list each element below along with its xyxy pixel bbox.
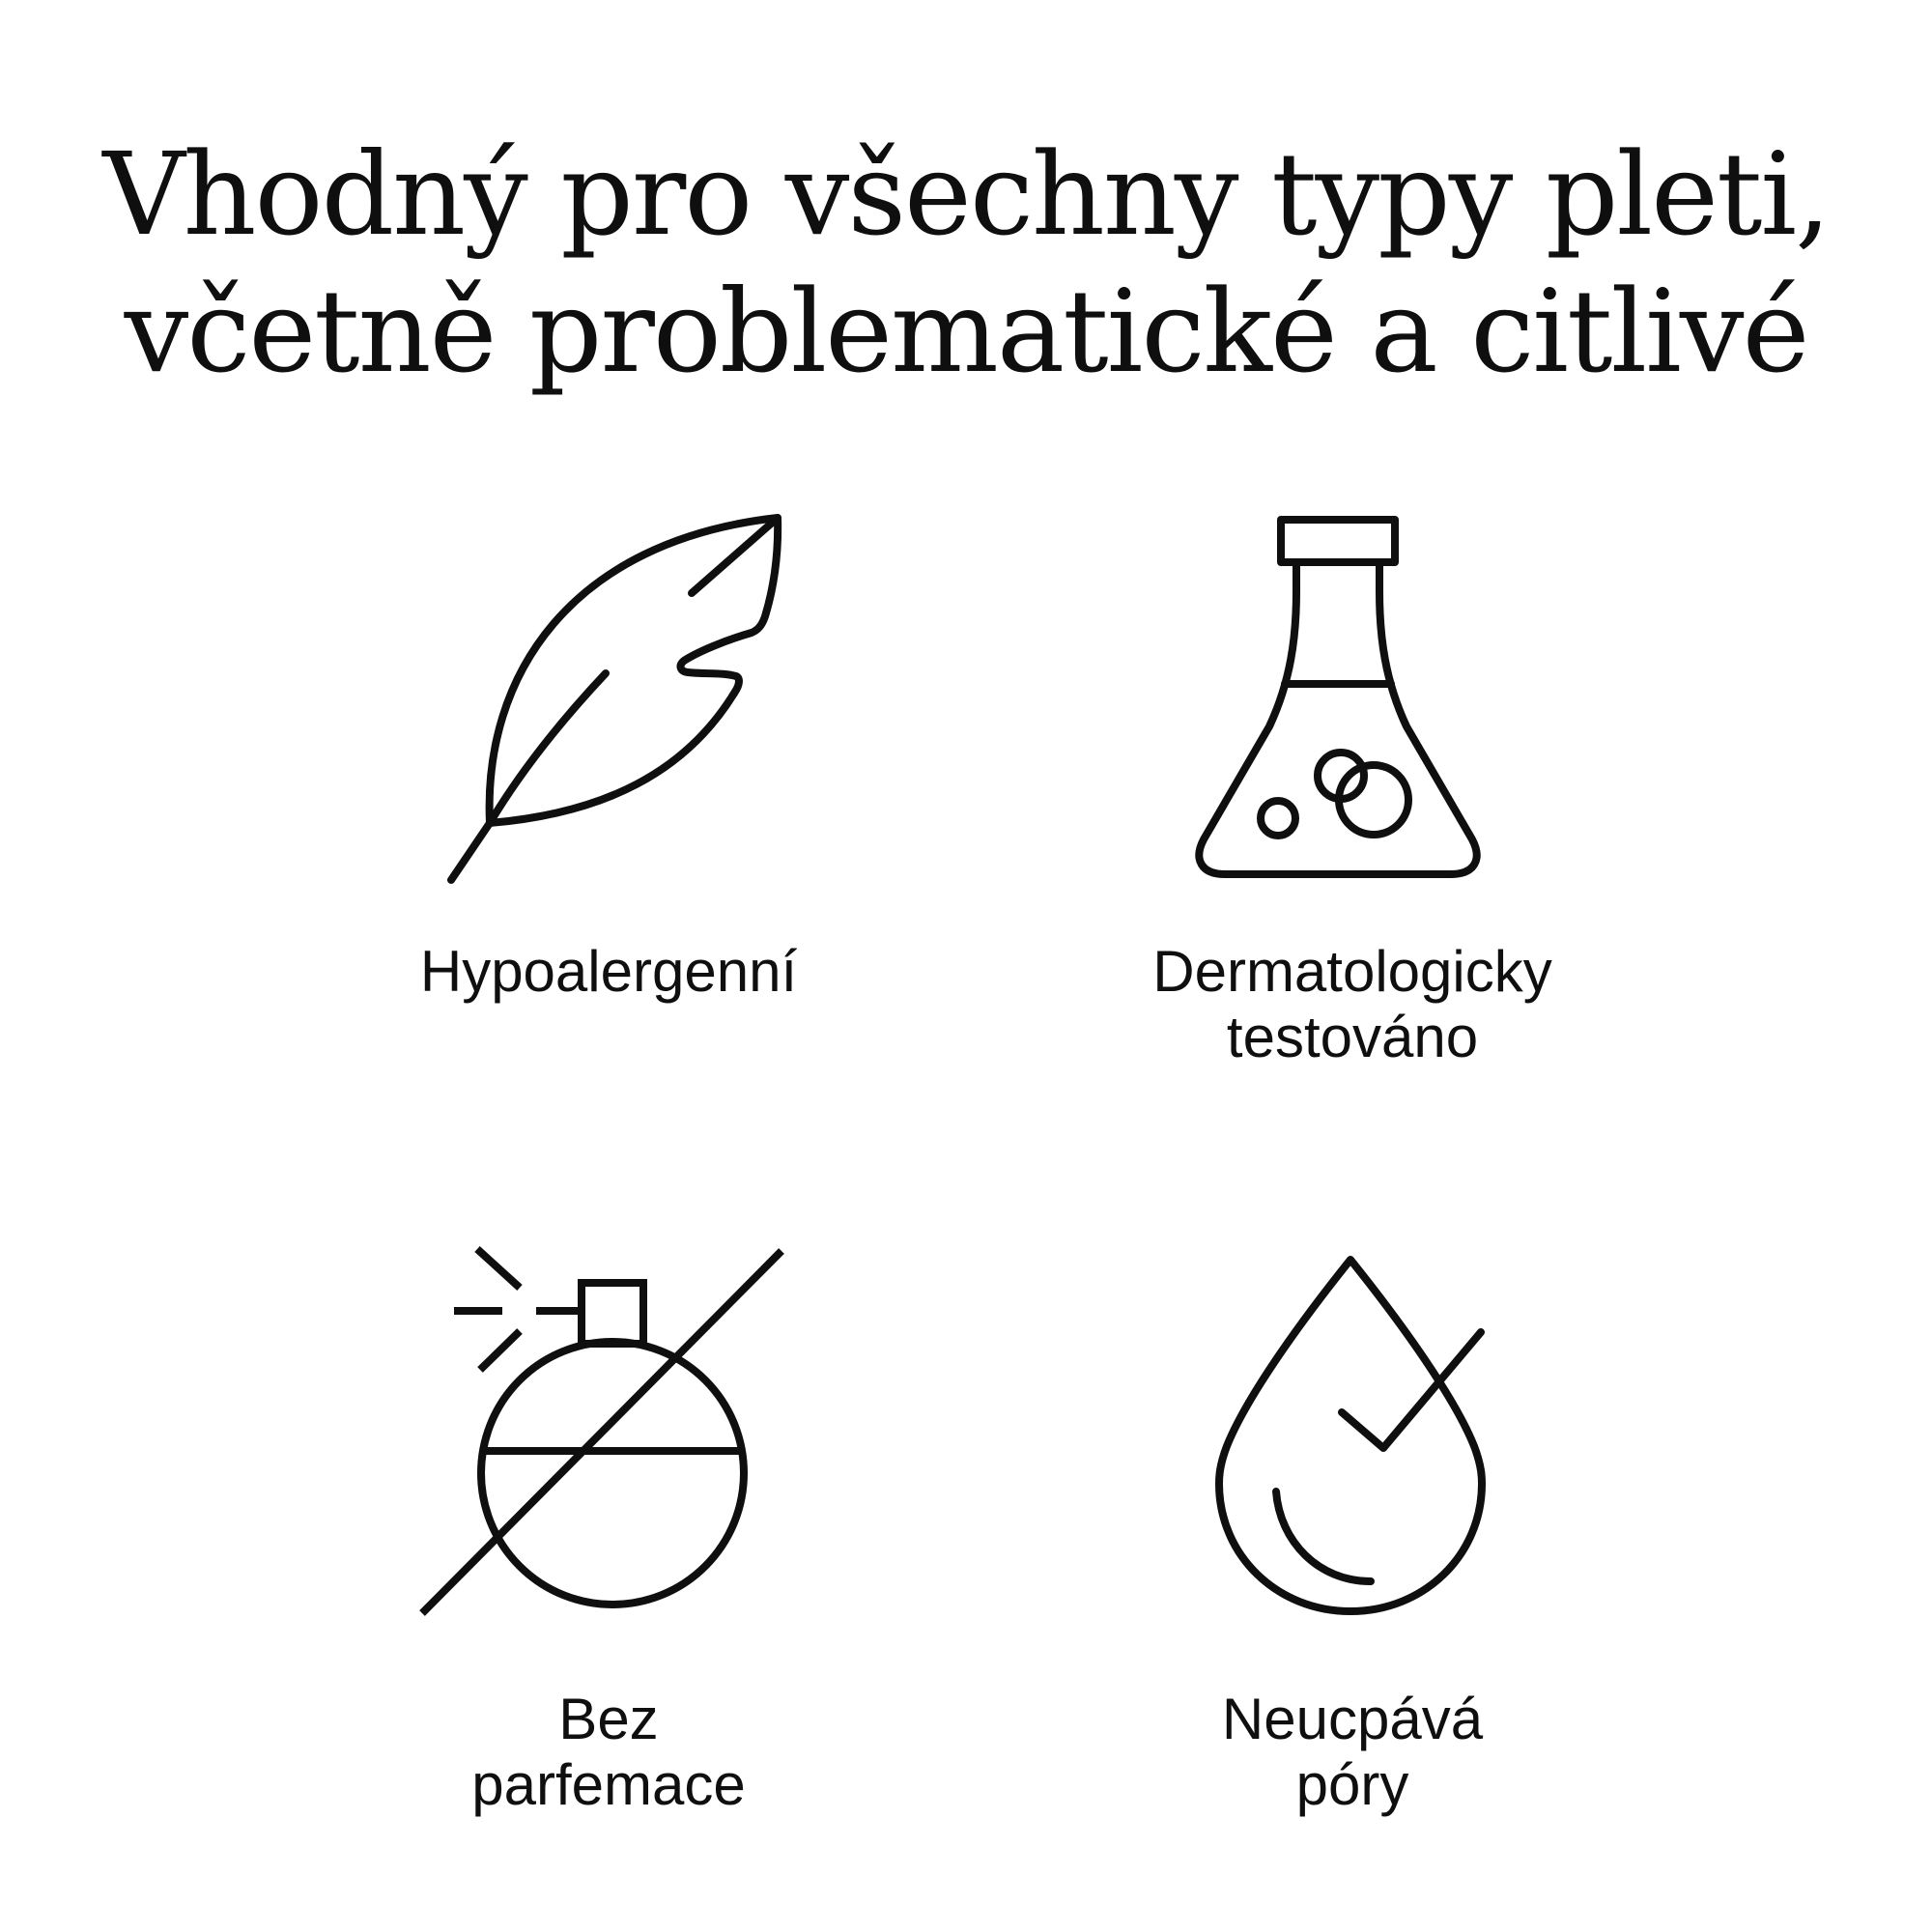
feature-label-line-2: testováno <box>1226 1005 1479 1069</box>
feature-label-line-2: parfemace <box>471 1752 746 1817</box>
feature-fragrance-free <box>309 1241 908 1818</box>
headline-line-2: včetně problematické a citlivé <box>124 265 1808 398</box>
feature-label <box>309 939 908 1005</box>
feature-label-line-1: Dermatologicky <box>1152 939 1552 1004</box>
feature-label-line: Hypoalergenní <box>419 939 798 1004</box>
feature-non-comedogenic <box>1053 1241 1652 1818</box>
feather-icon <box>415 502 802 889</box>
drop-check-icon <box>1159 1241 1546 1628</box>
headline-line-1: Vhodný pro všechny typy pleti, <box>102 128 1830 261</box>
headline <box>0 126 1932 400</box>
feature-label-line-1: Neucpává <box>1221 1687 1484 1751</box>
no-perfume-icon <box>415 1241 802 1628</box>
feature-hypoallergenic <box>309 502 908 1005</box>
flask-icon <box>1159 502 1546 889</box>
feature-label-line-1: Bez <box>558 1687 659 1751</box>
feature-label-line-2: póry <box>1295 1752 1409 1817</box>
feature-label <box>1053 1687 1652 1818</box>
feature-label <box>1053 939 1652 1070</box>
feature-dermatologically-tested <box>1053 502 1652 1070</box>
feature-label <box>309 1687 908 1818</box>
